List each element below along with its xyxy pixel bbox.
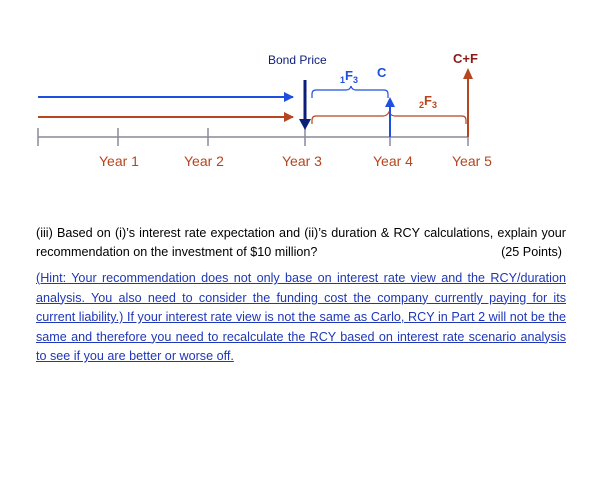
f3b-sub: 3 [431, 100, 437, 110]
year-label: Year 5 [452, 153, 492, 169]
question-text: (iii) Based on (i)’s interest rate expectation and (ii)’s duration & RCY calculations, explain your recommendation on the investment of $10 million? [36, 226, 566, 259]
c-label: C [377, 65, 387, 80]
f3-label [340, 68, 358, 85]
f3b-label [419, 93, 437, 110]
year-label: Year 3 [282, 153, 322, 169]
f3b-prefix: 2 [419, 100, 425, 110]
year-label: Year 4 [373, 153, 413, 169]
cf-label: C+F [453, 51, 478, 66]
cf-arrowhead [463, 68, 473, 79]
question-paragraph [36, 224, 566, 262]
f3-brace [312, 86, 388, 98]
f3-main: F [345, 68, 353, 83]
question-points: (25 Points) [501, 245, 562, 259]
year-label: Year 1 [99, 153, 139, 169]
f3-prefix: 1 [340, 75, 346, 85]
f3-sub: 3 [352, 75, 358, 85]
coupon-arrowhead [385, 97, 395, 107]
bond-price-arrowhead [299, 119, 311, 130]
year-label: Year 2 [184, 153, 224, 169]
f3b-main: F [424, 93, 432, 108]
bond-price-label: Bond Price [268, 53, 327, 67]
hint-paragraph: (Hint: Your recommendation does not only base on interest rate view and the RCY/duration analysis. You also need to consider the funding cost the company currently paying for its current liability.) If your interest rate view is not the same as Carlo, RCY in Part 2 will not be the same and therefore you need to recalculate the RCY based on interest rate scenario analysis to see if you are better or worse off. [36, 271, 566, 363]
timeline-diagram [0, 0, 600, 200]
